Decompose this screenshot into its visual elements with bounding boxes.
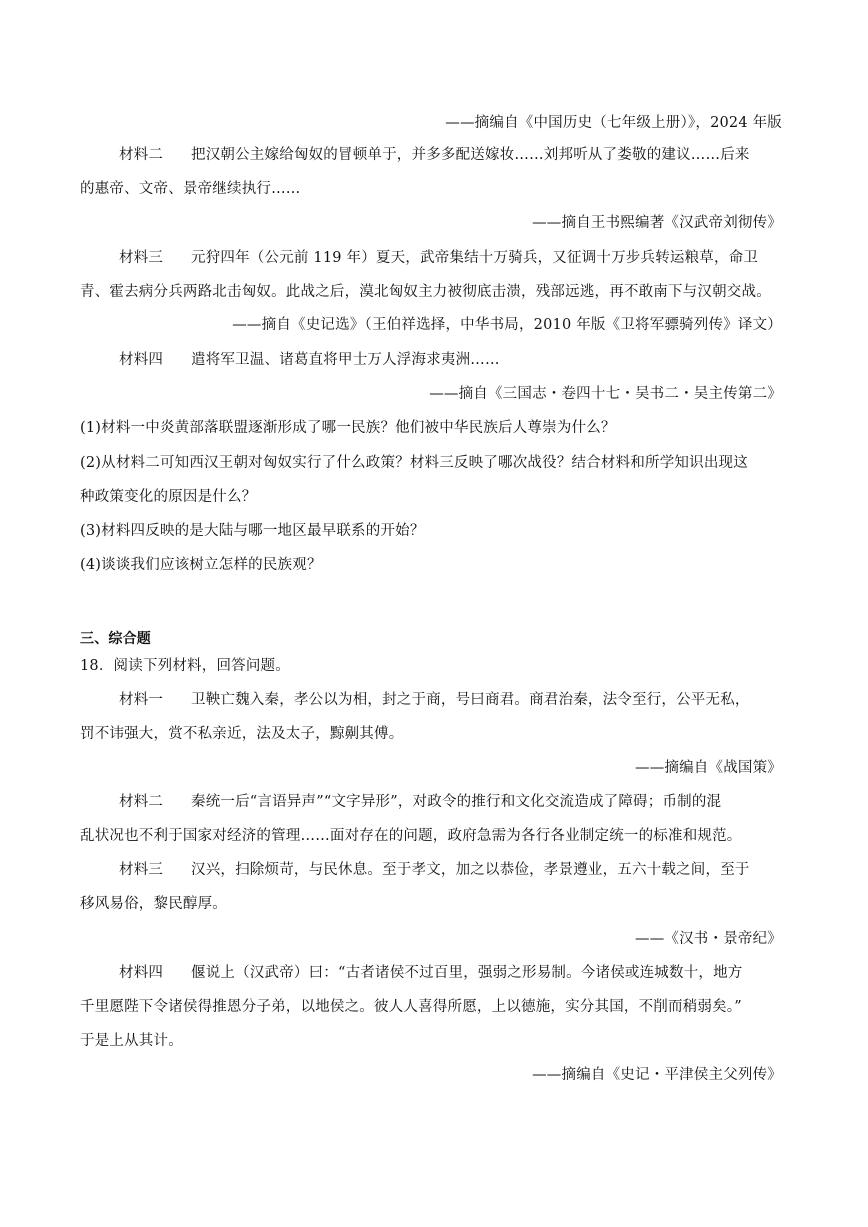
material-text: 把汉朝公主嫁给匈奴的冒顿单于，并多多配送嫁妆……刘邦听从了娄敬的建议……后来 bbox=[191, 147, 750, 163]
material-label: 材料四 bbox=[119, 352, 164, 368]
material-text: 遣将军卫温、诸葛直将甲士万人浮海求夷洲…… bbox=[191, 352, 500, 368]
material-label: 材料三 bbox=[119, 250, 164, 266]
material-label: 材料一 bbox=[119, 692, 164, 708]
material-2-line: 的惠帝、文帝、景帝继续执行…… bbox=[80, 181, 301, 197]
source-citation: ——摘编自《中国历史（七年级上册）》，2024 年版 bbox=[445, 115, 782, 131]
material-4-line: 千里愿陛下令诸侯得推恩分子弟，以地侯之。彼人人喜得所愿，上以德施，实分其国，不削而稍弱矣。” bbox=[80, 999, 742, 1015]
question-4: (4)谈谈我们应该树立怎样的民族观？ bbox=[80, 557, 322, 573]
material-text: 汉兴，扫除烦苛，与民休息。至于孝文，加之以恭俭，孝景遵业，五六十载之间，至于 bbox=[191, 862, 750, 878]
source-citation: ——摘自王书熙编著《汉武帝刘彻传》 bbox=[532, 215, 782, 231]
question-2: (2)从材料二可知西汉王朝对匈奴实行了什么政策？材料三反映了哪次战役？结合材料和所学知识出现这 bbox=[80, 455, 748, 471]
source-citation: ——摘自《三国志・卷四十七・吴书二・吴主传第二》 bbox=[429, 386, 782, 402]
material-label: 材料四 bbox=[119, 965, 164, 981]
material-3-line: 青、霍去病分兵两路北击匈奴。此战之后，漠北匈奴主力被彻底击溃，残部远逃，再不敢南下与汉朝交战。 bbox=[80, 284, 771, 300]
material-1-line: 罚不讳强大，赏不私亲近，法及太子，黥劓其傅。 bbox=[80, 726, 404, 742]
material-3-line: 移风易俗，黎民醇厚。 bbox=[80, 896, 227, 912]
material-4-line bbox=[119, 963, 743, 983]
material-label: 材料二 bbox=[119, 147, 164, 163]
material-3-line bbox=[119, 248, 758, 268]
material-text: 偃说上（汉武帝）曰：“古者诸侯不过百里，强弱之形易制。今诸侯或连城数十，地方 bbox=[191, 965, 743, 981]
material-1-line bbox=[119, 690, 750, 710]
material-label: 材料三 bbox=[119, 862, 164, 878]
source-citation: ——摘自《史记选》（王伯祥选择，中华书局，2010 年版《卫将军骠骑列传》译文） bbox=[232, 317, 782, 333]
source-citation: ——《汉书・景帝纪》 bbox=[635, 931, 782, 947]
question-18: 18．阅读下列材料，回答问题。 bbox=[80, 658, 290, 674]
material-2-line: 乱状况也不利于国家对经济的管理……面对存在的问题，政府急需为各行各业制定统一的标准和规范。 bbox=[80, 828, 742, 844]
material-2-line bbox=[119, 792, 721, 812]
material-2-line bbox=[119, 145, 750, 165]
section-heading: 三、综合题 bbox=[80, 631, 151, 647]
question-1: (1)材料一中炎黄部落联盟逐渐形成了哪一民族？他们被中华民族后人尊崇为什么？ bbox=[80, 420, 616, 436]
material-label: 材料二 bbox=[119, 794, 164, 810]
material-4-line: 于是上从其计。 bbox=[80, 1033, 183, 1049]
question-2-cont: 种政策变化的原因是什么？ bbox=[80, 489, 257, 505]
material-text: 秦统一后“言语异声”“文字异形”，对政令的推行和文化交流造成了障碍；币制的混 bbox=[191, 794, 722, 810]
material-text: 卫鞅亡魏入秦，孝公以为相，封之于商，号曰商君。商君治秦，法令至行，公平无私， bbox=[191, 692, 750, 708]
question-3: (3)材料四反映的是大陆与哪一地区最早联系的开始？ bbox=[80, 523, 425, 539]
source-citation: ——摘编自《史记・平津侯主父列传》 bbox=[532, 1067, 782, 1083]
material-4-line bbox=[119, 350, 500, 370]
material-text: 元狩四年（公元前 119 年）夏天，武帝集结十万骑兵，又征调十万步兵转运粮草，命卫 bbox=[191, 250, 759, 266]
material-3-line bbox=[119, 860, 750, 880]
source-citation: ——摘编自《战国策》 bbox=[635, 760, 782, 776]
